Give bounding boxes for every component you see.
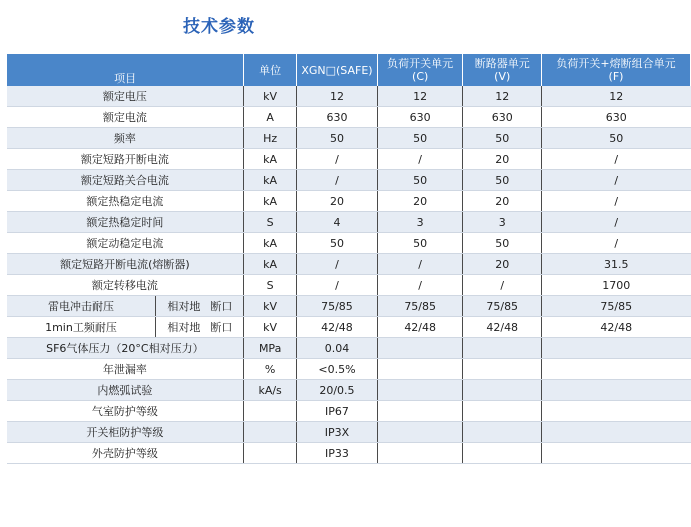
- table-row: [7, 191, 691, 212]
- cell-item: 雷电冲击耐压: [7, 296, 156, 317]
- cell-load-switch: 75/85: [377, 296, 463, 317]
- table-row: [7, 359, 691, 380]
- cell-breaker: [463, 380, 542, 401]
- cell-combo: 630: [542, 107, 691, 128]
- cell-xgn: 4: [297, 212, 378, 233]
- header-combo: [542, 54, 691, 86]
- cell-item: 气室防护等级: [7, 401, 244, 422]
- cell-breaker: /: [463, 275, 542, 296]
- cell-sub-condition: [156, 317, 244, 338]
- cell-combo: 1700: [542, 275, 691, 296]
- cell-breaker: [463, 443, 542, 464]
- table-row: [7, 254, 691, 275]
- cell-breaker: 12: [463, 86, 542, 107]
- cell-combo: [542, 380, 691, 401]
- cell-load-switch: 50: [377, 128, 463, 149]
- table-row: [7, 149, 691, 170]
- cell-combo: /: [542, 170, 691, 191]
- cell-breaker: 50: [463, 128, 542, 149]
- cell-load-switch: [377, 380, 463, 401]
- cell-xgn: IP33: [297, 443, 378, 464]
- cell-load-switch: [377, 443, 463, 464]
- cell-breaker: 20: [463, 149, 542, 170]
- cell-breaker: 20: [463, 254, 542, 275]
- cell-xgn: <0.5%: [297, 359, 378, 380]
- cell-xgn: 0.04: [297, 338, 378, 359]
- cell-xgn: 20: [297, 191, 378, 212]
- cell-combo: 31.5: [542, 254, 691, 275]
- cell-xgn: 50: [297, 233, 378, 254]
- cell-combo: /: [542, 191, 691, 212]
- cell-xgn: 42/48: [297, 317, 378, 338]
- table-row: [7, 275, 691, 296]
- cell-load-switch: [377, 401, 463, 422]
- cell-load-switch: 50: [377, 233, 463, 254]
- cell-combo: [542, 401, 691, 422]
- table-row: [7, 170, 691, 191]
- table-row: [7, 296, 691, 317]
- header-item: 项目: [7, 54, 244, 86]
- cell-unit: kV: [244, 86, 297, 107]
- cell-breaker: [463, 401, 542, 422]
- cell-item: 内燃弧试验: [7, 380, 244, 401]
- table-row: [7, 317, 691, 338]
- cell-breaker: [463, 338, 542, 359]
- cell-combo: 12: [542, 86, 691, 107]
- cell-unit: kA: [244, 149, 297, 170]
- cell-xgn: IP3X: [297, 422, 378, 443]
- cell-item: 额定短路开断电流: [7, 149, 244, 170]
- cell-sub-condition: [156, 296, 244, 317]
- cell-load-switch: /: [377, 275, 463, 296]
- cell-unit: kV: [244, 317, 297, 338]
- cell-breaker: 20: [463, 191, 542, 212]
- cell-unit: S: [244, 212, 297, 233]
- table-row: [7, 443, 691, 464]
- cell-item: 额定短路关合电流: [7, 170, 244, 191]
- cell-xgn: /: [297, 170, 378, 191]
- header-load-switch-line2: (C): [412, 70, 429, 83]
- cell-sub-phase-to-ground: 相对地: [167, 300, 201, 313]
- cell-load-switch: 50: [377, 170, 463, 191]
- cell-combo: /: [542, 212, 691, 233]
- cell-breaker: 50: [463, 233, 542, 254]
- cell-combo: 42/48: [542, 317, 691, 338]
- table-row: [7, 401, 691, 422]
- cell-breaker: [463, 359, 542, 380]
- cell-sub-break: 断口: [210, 321, 233, 334]
- cell-item: 频率: [7, 128, 244, 149]
- cell-combo: 50: [542, 128, 691, 149]
- cell-item: SF6气体压力（20°C相对压力）: [7, 338, 244, 359]
- cell-unit: kV: [244, 296, 297, 317]
- header-combo-line1: 负荷开关+熔断组合单元: [556, 57, 676, 70]
- cell-load-switch: 20: [377, 191, 463, 212]
- cell-load-switch: [377, 359, 463, 380]
- cell-load-switch: /: [377, 149, 463, 170]
- table-row: [7, 233, 691, 254]
- cell-load-switch: 630: [377, 107, 463, 128]
- table-row: [7, 422, 691, 443]
- page-title: 技术参数: [183, 17, 255, 37]
- table-row: [7, 338, 691, 359]
- cell-xgn: /: [297, 149, 378, 170]
- cell-sub-phase-to-ground: 相对地: [167, 321, 201, 334]
- cell-item: 外壳防护等级: [7, 443, 244, 464]
- cell-load-switch: 12: [377, 86, 463, 107]
- cell-unit: kA: [244, 233, 297, 254]
- cell-xgn: /: [297, 275, 378, 296]
- header-breaker: [463, 54, 542, 86]
- cell-combo: 75/85: [542, 296, 691, 317]
- cell-item: 额定动稳定电流: [7, 233, 244, 254]
- cell-combo: [542, 422, 691, 443]
- cell-breaker: 630: [463, 107, 542, 128]
- cell-load-switch: /: [377, 254, 463, 275]
- cell-breaker: 50: [463, 170, 542, 191]
- table-row: [7, 212, 691, 233]
- cell-xgn: IP67: [297, 401, 378, 422]
- cell-unit: kA: [244, 191, 297, 212]
- cell-item: 额定电流: [7, 107, 244, 128]
- cell-unit: [244, 401, 297, 422]
- table-row: [7, 380, 691, 401]
- header-breaker-line1: 断路器单元: [474, 57, 530, 70]
- cell-load-switch: [377, 422, 463, 443]
- cell-unit: kA: [244, 170, 297, 191]
- table-row: [7, 86, 691, 107]
- cell-xgn: 50: [297, 128, 378, 149]
- header-combo-line2: (F): [608, 70, 624, 83]
- spec-table: [6, 54, 691, 464]
- cell-breaker: 3: [463, 212, 542, 233]
- cell-combo: /: [542, 149, 691, 170]
- cell-xgn: 20/0.5: [297, 380, 378, 401]
- cell-breaker: 75/85: [463, 296, 542, 317]
- cell-combo: [542, 443, 691, 464]
- cell-unit: [244, 422, 297, 443]
- cell-xgn: /: [297, 254, 378, 275]
- cell-item: 1min工频耐压: [7, 317, 156, 338]
- cell-xgn: 75/85: [297, 296, 378, 317]
- cell-item: 额定电压: [7, 86, 244, 107]
- cell-unit: S: [244, 275, 297, 296]
- cell-item: 年泄漏率: [7, 359, 244, 380]
- cell-unit: %: [244, 359, 297, 380]
- header-load-switch-line1: 负荷开关单元: [387, 57, 454, 70]
- cell-load-switch: [377, 338, 463, 359]
- cell-unit: kA: [244, 254, 297, 275]
- cell-item: 开关柜防护等级: [7, 422, 244, 443]
- cell-item: 额定短路开断电流(熔断器): [7, 254, 244, 275]
- cell-xgn: 630: [297, 107, 378, 128]
- header-breaker-line2: (V): [494, 70, 511, 83]
- cell-unit: A: [244, 107, 297, 128]
- cell-unit: [244, 443, 297, 464]
- cell-combo: /: [542, 233, 691, 254]
- cell-load-switch: 42/48: [377, 317, 463, 338]
- cell-combo: [542, 359, 691, 380]
- cell-unit: Hz: [244, 128, 297, 149]
- table-header-row: [7, 54, 691, 86]
- table-row: [7, 107, 691, 128]
- cell-breaker: 42/48: [463, 317, 542, 338]
- cell-item: 额定热稳定时间: [7, 212, 244, 233]
- cell-combo: [542, 338, 691, 359]
- cell-load-switch: 3: [377, 212, 463, 233]
- header-unit: 单位: [244, 54, 297, 86]
- cell-item: 额定热稳定电流: [7, 191, 244, 212]
- cell-xgn: 12: [297, 86, 378, 107]
- cell-item: 额定转移电流: [7, 275, 244, 296]
- cell-unit: MPa: [244, 338, 297, 359]
- cell-unit: kA/s: [244, 380, 297, 401]
- header-xgn: XGN□(SAFE): [297, 54, 378, 86]
- header-load-switch: [377, 54, 463, 86]
- table-row: [7, 128, 691, 149]
- cell-sub-break: 断口: [210, 300, 233, 313]
- cell-breaker: [463, 422, 542, 443]
